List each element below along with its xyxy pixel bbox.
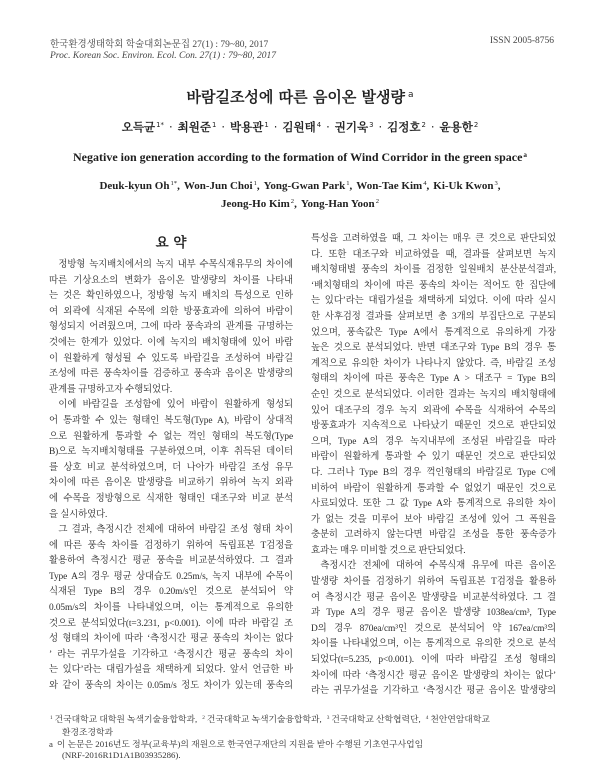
abstract-line: 배치형태별 풍속의 차이를 검정한 일원배치 분산분석결과, xyxy=(311,265,556,276)
abstract-line: 바람이 원활하게 통과할 수 있기 때문인 것으로 판단되었 xyxy=(311,452,556,463)
author-name: Deuk-kyun Oh xyxy=(99,180,170,192)
title-footnote-mark: a xyxy=(408,90,414,101)
abstract-line: 를 상호 비교 분석하였으며, 더 나아가 바람길 조성 유무 xyxy=(49,462,293,473)
author-ko xyxy=(387,120,426,134)
abstract-line: 어 통과할 수 있는 형태인 복도형(Type A), 바람이 상대적 xyxy=(49,415,293,426)
paper-title-ko xyxy=(0,86,600,107)
affiliation-mark: 2 xyxy=(375,198,379,206)
footnote-mark: 2 xyxy=(202,715,205,722)
author-ko xyxy=(230,120,269,134)
author-name: 김정호 xyxy=(387,120,421,134)
author-ko xyxy=(122,120,164,134)
abstract-line: ‘배치형태의 차이에 따른 풍속의 차이는 적어도 한 집단에 xyxy=(311,280,556,291)
author-punct: , xyxy=(177,180,180,192)
author-ko xyxy=(178,120,217,134)
abstract-line: 사료되었다. 또한 그 값 Type A와 통계적으로 유의한 차이 xyxy=(311,499,556,510)
author-name: Yong-Han Yoon xyxy=(300,198,375,210)
abstract-line: 라는 귀무가설을 기각하고 ‘측정시간 평균 음이온 발생량의 xyxy=(311,686,556,697)
abstract-line: 차이를 나타내었으며, 이는 통계적으로 유의한 것으로 분석 xyxy=(311,639,556,650)
abstract-line: 과 Type A의 경우 평균 음이온 발생량 1038ea/cm³, Type xyxy=(311,608,556,619)
affiliation-mark: 2 xyxy=(421,121,426,130)
abstract-line: 따른 기상요소의 변화가 음이온 발생량의 차이를 나타내 xyxy=(49,275,293,286)
author-name: 오득균 xyxy=(121,120,156,134)
abstract-line: 특성을 고려하였을 때, 그 차이는 매우 큰 것으로 판단되었 xyxy=(311,234,556,244)
author-punct: , xyxy=(256,180,260,192)
abstract-line: 활용하여 측정시간 평균 풍속을 비교분석하였다. 그 결과 xyxy=(49,556,293,567)
abstract-line: 형성되지 어려웠으며, 그에 따라 풍속과의 관계를 규명하는 xyxy=(49,322,293,333)
abstract-line: 차이에 따른 음이온 발생량을 비교하기 위하여 녹지 외곽 xyxy=(49,478,293,489)
author-name: 권기욱 xyxy=(334,120,369,134)
abstract-paragraph xyxy=(49,398,293,523)
affiliation-mark: 1 xyxy=(253,180,257,188)
author-punct: , xyxy=(426,180,430,192)
author-en xyxy=(184,180,260,192)
affiliation-note xyxy=(326,714,421,724)
abstract-line: 가 없는 것을 미루어 보아 바람길 조성에 있어 그 폭원을 xyxy=(311,514,556,525)
footnote-mark: a xyxy=(49,739,53,749)
affiliation-text: 건국대학교 녹색기술융합학과, xyxy=(206,714,322,724)
abstract-line: B)으로 녹지배치형태를 구분하였으며, 이후 취득된 데이터 xyxy=(49,447,293,458)
author-name: Won-Tae Kim xyxy=(356,180,423,192)
abstract-line: 와 같이 풍속의 차이는 0.05m/s 정도 차이가 있는데 풍속의 xyxy=(49,681,293,692)
abstract-column-left xyxy=(49,232,293,695)
abstract-line: 비하여 바람이 원활하게 통과할 수 없었기 때문인 것으로 xyxy=(311,483,556,494)
affiliation-note xyxy=(201,714,322,724)
abstract-paragraph xyxy=(49,523,293,695)
author-en xyxy=(99,180,179,192)
author-name: 김원태 xyxy=(282,120,316,134)
abstract-line: D의 경우 870ea/cm³인 것으로 분석되어 약 167ea/cm³의 xyxy=(311,623,556,634)
abstract-heading: 요 약 xyxy=(155,235,187,251)
affiliation-mark: 1* xyxy=(156,121,164,130)
paper-title-en xyxy=(0,150,600,165)
author-ko xyxy=(439,120,478,134)
affiliation-mark: 1 xyxy=(264,121,269,130)
author-name: 윤용한 xyxy=(439,120,473,134)
affiliation-mark: 3 xyxy=(369,121,374,130)
abstract-line: 것으로 분석되었다(t=3.231, p<0.001). 이에 따라 바람길 조 xyxy=(49,618,293,629)
abstract-line: 다. 또한 대조구와 비교하였을 때, 결과를 살펴보면 녹지 xyxy=(311,249,556,260)
affiliation-footnote-continued: 환경조경학과 xyxy=(62,726,113,737)
affiliation-mark: 2 xyxy=(290,198,295,206)
abstract-line: 발생량 차이를 검정하기 위하여 독립표본 T검정을 활용하 xyxy=(311,577,556,588)
affiliation-mark: 4 xyxy=(423,180,427,188)
abstract-line: 여 측정시간 평균 음이온 발생량을 비교분석하였다. 그 결 xyxy=(311,592,556,603)
abstract-line: 계적으로 유의한 차이가 나타나지 않았다. 즉, 바람길 조성 xyxy=(311,358,556,369)
abstract-line: 것에는 한계가 있었다. 이에 녹지의 배치형태에 있어 바람 xyxy=(49,337,293,348)
abstract-line: 는 있다’라는 대립가설을 채택하게 되었다. 이에 따라 실시 xyxy=(311,296,556,307)
abstract-line: ’ 라는 귀무가설을 기각하고 ‘측정시간 평균 풍속의 차이 xyxy=(49,649,293,660)
abstract-line: 관계를 규명하고자 수행되었다. xyxy=(49,384,173,395)
authors-en-line xyxy=(0,198,600,210)
abstract-line: 순인 것으로 분석되었다. 이러한 결과는 녹지의 배치형태에 xyxy=(311,389,556,400)
author-name: 박용관 xyxy=(229,120,264,134)
abstract-line: 되었다(t=5.235, p<0.001). 이에 따라 바람길 조성 형태의 xyxy=(311,655,556,666)
journal-citation-en: Proc. Korean Soc. Environ. Ecol. Con. 27(1) : 79~80, 2017 xyxy=(50,51,276,61)
affiliation-mark: 3 xyxy=(494,180,498,188)
author-ko xyxy=(335,120,374,134)
author-separator: · xyxy=(168,120,173,134)
author-name: Yong-Gwan Park xyxy=(263,180,346,192)
affiliation-mark: 2 xyxy=(473,121,479,130)
affiliation-text: 천안연암대학교 xyxy=(430,714,490,724)
author-separator: · xyxy=(273,120,278,134)
abstract-line: 그 결과, 측정시간 전체에 대하여 바람길 조성 형태 차이 xyxy=(58,525,293,536)
footnote-mark: 1 xyxy=(50,715,53,722)
abstract-line: 었으며, 풍속값은 Type A에서 통계적으로 유의하게 가장 xyxy=(311,327,556,338)
abstract-line: 을 실시하였다. xyxy=(49,509,108,520)
abstract-line: 형태의 차이에 따른 풍속은 Type A > 대조구 = Type B의 xyxy=(311,374,556,385)
abstract-line: 높은 것으로 분석되었다. 반면 대조구와 Type B의 경우 통 xyxy=(311,343,556,354)
issn: ISSN 2005-8756 xyxy=(489,36,554,46)
affiliation-mark: 1* xyxy=(170,180,178,188)
abstract-line: 0.05m/s의 차이를 나타내었으며, 이는 통계적으로 유의한 xyxy=(49,603,293,614)
abstract-line: 는 있다’라는 대립가설을 채택하게 되었다. 앞서 언급한 바 xyxy=(49,665,293,676)
funding-footnote xyxy=(49,737,423,750)
abstract-line: 충분히 고려하지 않는다면 바람길 조성을 통한 풍속증가 xyxy=(311,530,556,541)
affiliation-mark: 1 xyxy=(211,121,217,130)
abstract-line: 으며, Type A의 경우 녹지내부에 조성된 바람길을 따라 xyxy=(311,436,556,447)
author-name: Ki-Uk Kwon xyxy=(433,180,494,192)
abstract-line: 효과는 매우 미비할 것으로 판단되었다. xyxy=(311,545,466,556)
author-en xyxy=(356,180,429,192)
abstract-paragraph xyxy=(311,232,556,559)
footnote-mark: 4 xyxy=(425,715,429,722)
affiliation-mark: 1 xyxy=(346,180,350,188)
abstract-line: 여 외곽에 식재된 수목에 의한 방풍효과에 의하여 바람이 xyxy=(49,306,293,317)
author-punct: , xyxy=(294,198,297,210)
affiliation-note xyxy=(425,714,490,724)
abstract-line: 에 수목을 정방형으로 식재한 형태인 대조구와 비교 분석 xyxy=(49,493,293,504)
abstract-column-right xyxy=(311,232,556,700)
abstract-line: 측정시간 전체에 대하여 수목식재 유무에 따른 음이온 xyxy=(320,561,556,572)
abstract-line: 성 형태의 차이에 따라 ‘측정시간 평균 풍속의 차이는 없다 xyxy=(49,634,293,645)
abstract-line: 이 원활하게 형성될 수 있도록 바람길을 조성하여 바람길 xyxy=(49,353,293,364)
author-en xyxy=(264,180,353,192)
abstract-line: 차이에 따라 ‘측정시간 평균 음이온 발생량의 차이는 없다’ xyxy=(311,670,556,681)
journal-citation-ko: 한국환경생태학회 학술대회논문집 27(1) : 79~80, 2017 xyxy=(50,40,269,50)
affiliation-footnote xyxy=(49,712,494,725)
abstract-line: 으로 원활하게 통과할 수 없는 꺽인 형태의 복도형(Type xyxy=(49,431,293,442)
abstract-line: 한 사후검정 결과를 살펴보면 총 3개의 부집단으로 구분되 xyxy=(311,311,556,322)
abstract-line: 방풍효과가 지속적으로 나타났기 때문인 것으로 판단되었 xyxy=(311,421,556,432)
affiliation-text: 건국대학교 산학협력단, xyxy=(331,714,421,724)
authors-en-line xyxy=(0,180,600,192)
abstract-line: 에 따른 풍속 차이를 검정하기 위하여 독립표본 T검정을 xyxy=(49,540,293,551)
author-ko xyxy=(282,120,321,134)
funding-text: 이 논문은 2016년도 정부(교육부)의 재원으로 한국연구재단의 지원을 받아 수행된 기초연구사업임 xyxy=(56,739,424,749)
author-separator: · xyxy=(430,120,435,134)
funding-grant-number: (NRF-2016R1D1A1B03935286). xyxy=(62,749,181,760)
title-text: 바람길조성에 따른 음이온 발생량 xyxy=(186,88,405,106)
affiliation-mark: 4 xyxy=(316,121,322,130)
author-punct: , xyxy=(349,180,353,192)
title-footnote-mark: a xyxy=(523,151,527,160)
author-name: Jeong-Ho Kim xyxy=(221,198,290,210)
abstract-line: 는 것은 확인하였으나, 정방형 녹지 배치의 특성으로 인하 xyxy=(49,291,293,302)
author-name: Won-Jun Choi xyxy=(183,180,253,192)
abstract-line: 다. 그러나 Type B의 경우 꺽인형태의 바람길로 Type C에 xyxy=(311,467,556,478)
abstract-line: 이에 바람길을 조성함에 있어 바람이 원활하게 형성되 xyxy=(58,400,293,411)
author-separator: · xyxy=(378,120,383,134)
abstract-line: 있어 대조구의 경우 녹지 외곽에 수목을 식재하여 수목의 xyxy=(311,405,556,416)
affiliation-text: 건국대학교 대학원 녹색기술융합학과, xyxy=(54,714,198,724)
author-en xyxy=(221,198,297,210)
abstract-line: Type A의 경우 평균 상대습도 0.25m/s, 녹지 내부에 수목이 xyxy=(49,571,293,582)
title-text: Negative ion generation according to the formation of Wind Corridor in the green space xyxy=(73,150,523,164)
author-punct: , xyxy=(497,180,501,192)
footnote-mark: 3 xyxy=(326,715,330,722)
authors-ko xyxy=(0,119,600,135)
abstract-line: 식재된 Type B의 경우 0.20m/s인 것으로 분석되어 약 xyxy=(49,587,293,598)
affiliation-note xyxy=(49,714,197,724)
author-name: 최원준 xyxy=(177,120,211,134)
abstract-paragraph xyxy=(311,559,556,699)
author-en xyxy=(301,198,379,210)
author-en xyxy=(433,180,500,192)
abstract-line: 정방형 녹지배치에서의 녹지 내부 수목식재유무의 차이에 xyxy=(58,260,293,270)
author-separator: · xyxy=(221,120,225,134)
abstract-line: 조성에 따른 풍속차이를 검증하고 풍속과 음이온 발생량의 xyxy=(49,369,293,380)
author-separator: · xyxy=(326,120,330,134)
abstract-paragraph xyxy=(49,258,293,398)
